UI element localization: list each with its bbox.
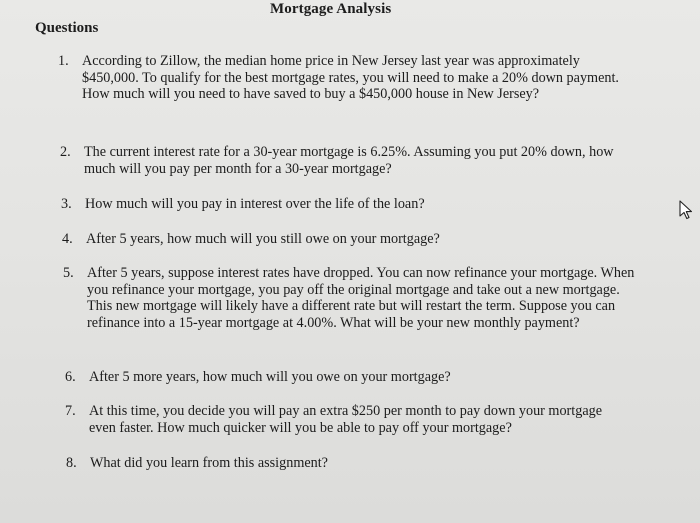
question-item [63, 265, 635, 331]
question-text: What did you learn from this assignment? [90, 455, 328, 471]
question-text: The current interest rate for a 30-year mortgage is 6.25%. Assuming you put 20% down, how much will you pay per month for a 30-year mortgage? [84, 144, 614, 177]
question-item [58, 53, 638, 103]
question-number: 1. [58, 53, 69, 69]
question-number: 3. [61, 196, 72, 212]
question-text: After 5 more years, how much will you owe on your mortgage? [89, 369, 451, 385]
question-number: 5. [63, 265, 74, 281]
question-number: 4. [62, 231, 73, 247]
question-number: 2. [60, 144, 71, 160]
document-title: Mortgage Analysis [270, 1, 392, 17]
question-item [65, 369, 649, 386]
question-text: According to Zillow, the median home price in New Jersey last year was approximately $450,000. To qualify for the best mortgage rates, you will need to make a 20% down payment. How much will you need to have saved to buy a $450,000 house in New Jersey? [82, 53, 619, 103]
question-item [61, 196, 645, 213]
section-heading: Questions [35, 20, 99, 36]
question-text: After 5 years, suppose interest rates have dropped. You can now refinance your mortgage. When you refinance your mortgage, you pay off the original mortgage and take out a new mortgage. This new mortgage will likely have a different rate but will restart the term. Suppose you can refinance into a 15-year mortgage at 4.00%. What will be your new monthly payment? [87, 265, 635, 331]
mouse-pointer-icon [678, 200, 694, 220]
question-text: How much will you pay in interest over the life of the loan? [85, 196, 425, 212]
question-item [60, 144, 644, 177]
question-item [66, 455, 650, 472]
question-number: 6. [65, 369, 76, 385]
question-number: 7. [65, 403, 76, 419]
question-number: 8. [66, 455, 77, 471]
question-item [62, 231, 646, 248]
question-text: At this time, you decide you will pay an extra $250 per month to pay down your mortgage even faster. How much quicker will you be able to pay off your mortgage? [89, 403, 603, 436]
question-text: After 5 years, how much will you still owe on your mortgage? [86, 231, 440, 247]
question-item [65, 403, 609, 436]
